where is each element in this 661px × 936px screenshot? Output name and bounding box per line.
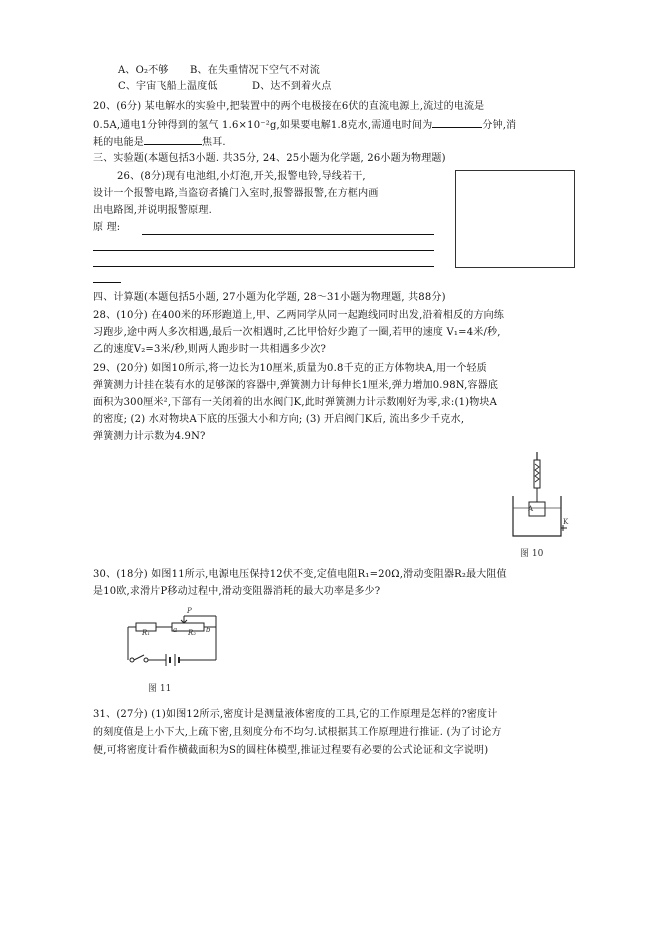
q30-line-2: 是10欧,求滑片P移动过程中,滑动变阻器消耗的最大功率是多少? [93,586,381,597]
q20-line-3-tail: 焦耳. [202,137,226,148]
figure-10-label-k: K [563,518,569,526]
q29-line-5: 弹簧测力计示数为4.9N? [93,431,206,442]
q26-principle-label: 原 理: [93,222,121,233]
q26-line-2: 设计一个报警电路,当盗窃者撬门入室时,报警器报警,在方框内画 [93,188,379,199]
figure-11-label-r2: R₂ [188,629,197,637]
q20-line-1: 20、(6分) 某电解水的实验中,把装置中的两个电极接在6伏的直流电源上,流过的电流是 [93,101,485,112]
figure-11-label-b: b [206,626,211,634]
q29-line-3: 面积为300厘米²,下部有一关闭着的出水阀门K,此时弹簧测力计示数刚好为零,求:(1)物块A [93,397,498,408]
q20-line-2 [93,117,516,133]
answer-line-3[interactable] [93,266,434,267]
q31-line-1: 31、(27分) (1)如图12所示,密度计是测量液体密度的工具,它的工作原理是怎样的?密度计 [93,709,498,720]
q20-line-2-text: 0.5A,通电1分钟得到的氢气 1.6×10⁻²g,如果要电解1.8克水,需通电时间为 [93,120,433,131]
section-3-heading: 三、实验题(本题包括3小题. 共35分, 24、25小题为化学题, 26小题为物理题) [93,153,446,164]
q28-line-2: 习跑步,途中两人多次相遇,最后一次相遇时,乙比甲恰好少跑了一圈,若甲的速度 V₁=4米/秒, [93,327,501,338]
figure-11-label-p: P [187,607,192,615]
figure-10-label-a: A [528,505,534,513]
q29-line-2: 弹簧测力计挂在装有水的足够深的容器中,弹簧测力计每伸长1厘米,弹力增加0.98N,容器底 [93,380,499,391]
figure-11-circuit [120,610,230,670]
q20-line-3 [93,134,226,150]
q28-line-3: 乙的速度V₂=3米/秒,则两人跑步时一共相遇多少次? [93,344,327,355]
q20-line-3-text: 耗的电能是 [93,137,144,148]
q20-line-2-tail: 分钟,消 [482,120,517,131]
q28-line-1: 28、(10分) 在400米的环形跑道上,甲、乙两同学从同一起跑线同时出发,沿着相反的方向练 [93,310,505,321]
q26-line-3: 出电路图,并说明报警原理. [93,205,212,216]
q29-line-4: 的密度; (2) 水对物块A下底的压强大小和方向; (3) 开启阀门K后, 流出多少千克水, [93,414,465,425]
q26-line-1: 26、(8分)现有电池组,小灯泡,开关,报警电铃,导线若干, [117,171,366,182]
q19-option-a: A、O₂不够 [118,65,169,76]
figure-11-label-a: a [173,626,178,634]
section-4-heading: 四、计算题(本题包括5小题, 27小题为化学题, 28～31小题为物理题, 共88分) [93,292,446,303]
circuit-drawing-box[interactable] [455,170,575,268]
q29-line-1: 29、(20分) 如图10所示,将一边长为10厘米,质量为0.8千克的正方体物块A,用一个轻质 [93,363,487,374]
q19-option-c: C、宇宙飞船上温度低 [118,81,218,92]
figure-11-caption: 图 11 [148,684,172,694]
q31-line-3: 便,可将密度计看作横截面积为S的圆柱体模型,推证过程要有必要的公式论证和文字说明) [93,745,489,756]
figure-10-caption: 图 10 [520,549,544,559]
answer-blank-energy[interactable] [144,134,202,145]
answer-line-4[interactable] [93,282,121,283]
figure-11-label-r1: R₁ [142,629,151,637]
answer-line-1[interactable] [142,234,434,235]
q30-line-1: 30、(18分) 如图11所示,电源电压保持12伏不变,定值电阻R₁=20Ω,滑动变阻器R₂最大阻值 [93,569,507,580]
figure-10-diagram [505,450,565,560]
answer-blank-time[interactable] [432,117,482,128]
q31-line-2: 的刻度值是上小下大,上疏下密,且刻度分布不均匀.试根据其工作原理进行推证. (为了讨论方 [93,727,502,738]
q19-option-b: B、在失重情况下空气不对流 [190,65,320,76]
q19-option-d: D、达不到着火点 [252,81,332,92]
answer-line-2[interactable] [93,250,434,251]
